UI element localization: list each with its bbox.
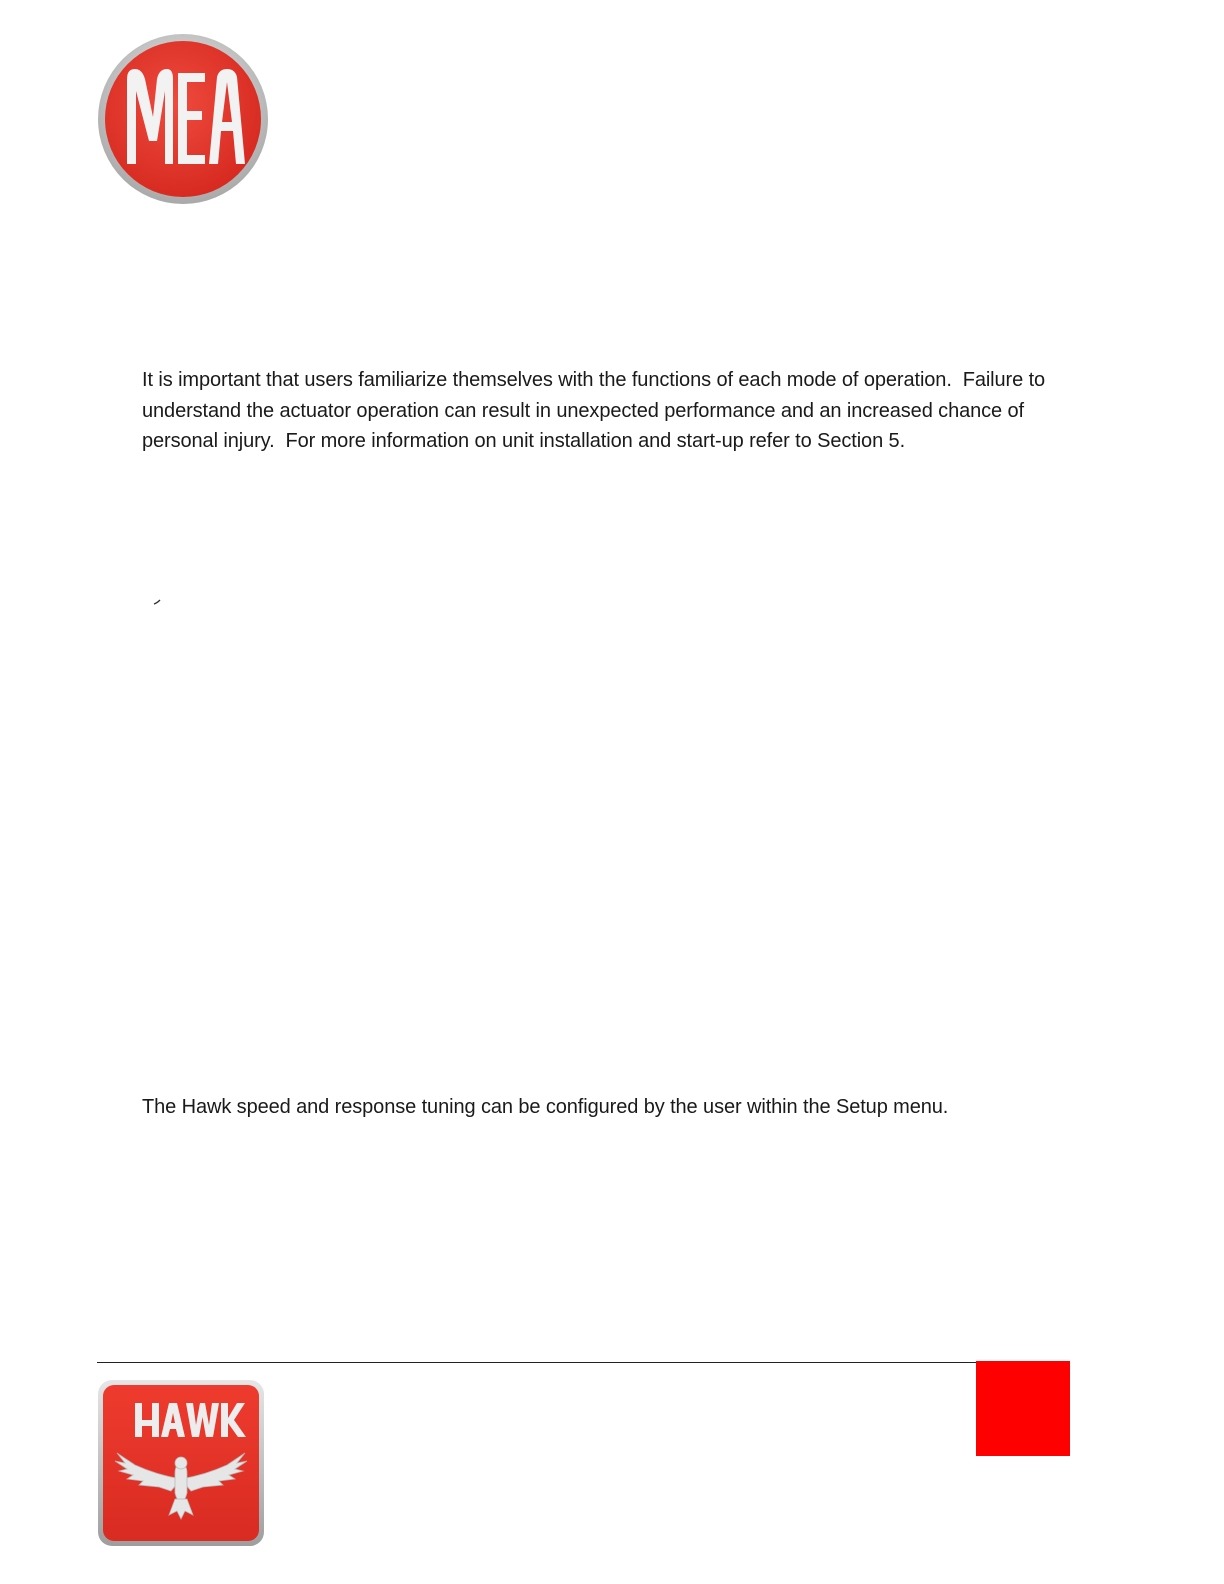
body-paragraph-1: It is important that users familiarize themselves with the functions of each mode of operation. Failure to understand the actuator operation can result in unexpected performance and an increased chance of personal injury. For more information on unit installation and start-up refer to Section 5. [142,369,1051,452]
footer-divider [97,1362,979,1363]
hawk-logo-icon [97,1379,265,1547]
body-paragraph-2: The Hawk speed and response tuning can be configured by the user within the Setup menu. [142,1096,949,1118]
mea-logo-graphic [97,33,269,205]
stray-mark [152,594,162,604]
mea-logo-icon [97,33,269,205]
page-number-block [976,1361,1070,1456]
hawk-logo-graphic [97,1379,265,1547]
